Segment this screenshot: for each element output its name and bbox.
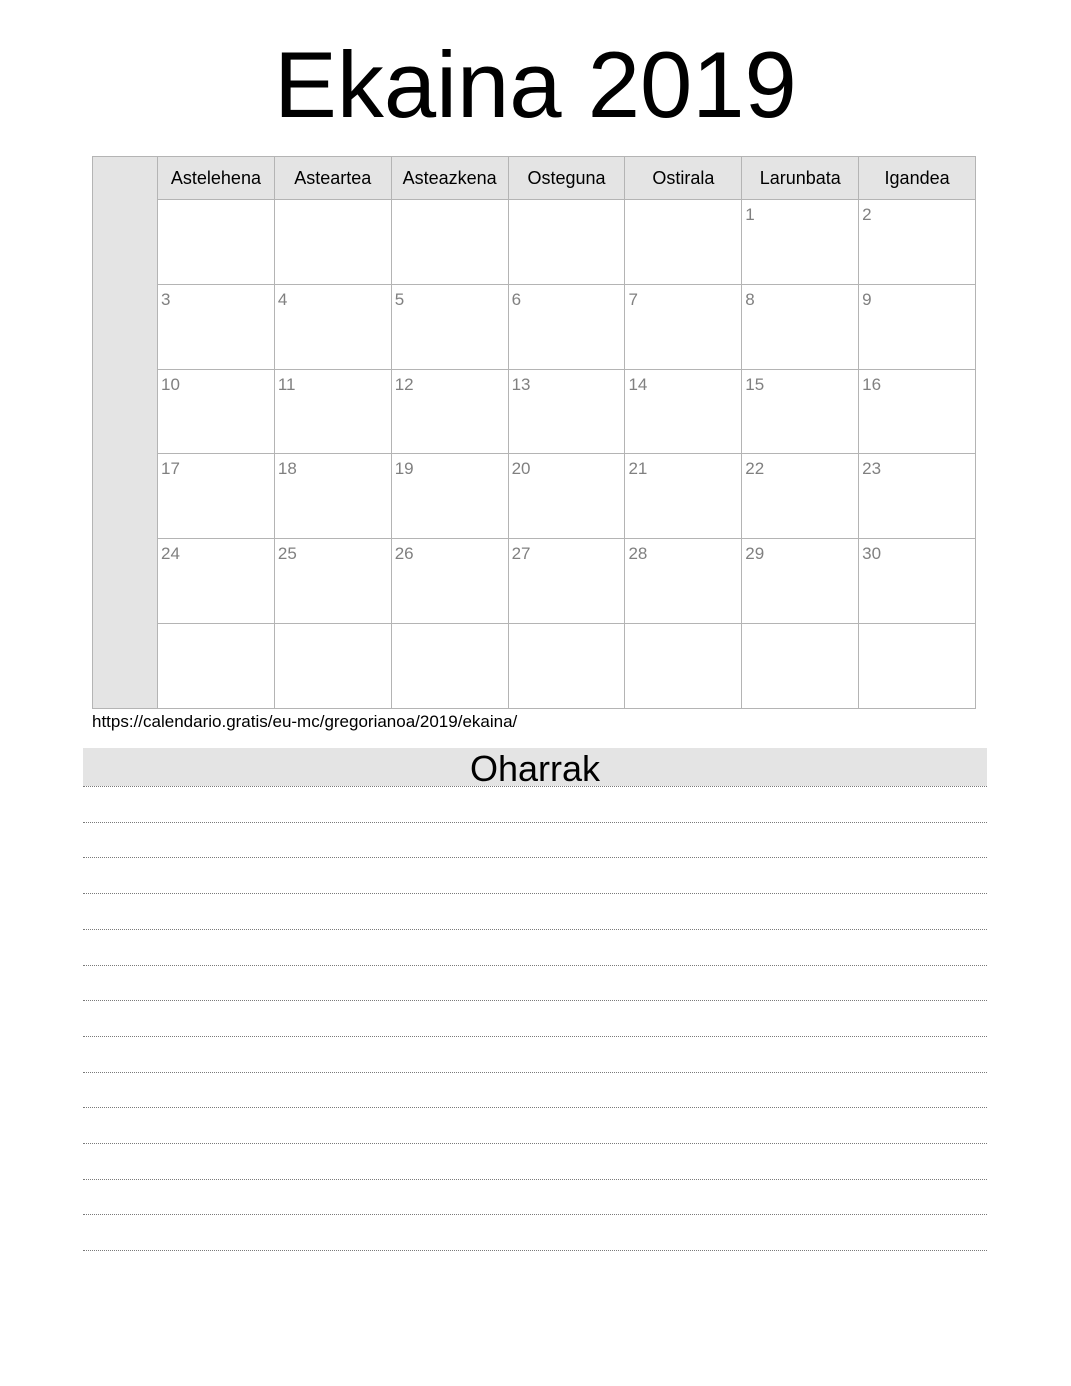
day-cell xyxy=(859,624,975,708)
note-line xyxy=(83,1214,987,1215)
day-cell xyxy=(625,285,742,369)
weekday-header: Astelehena xyxy=(158,157,275,199)
day-cell xyxy=(275,454,392,538)
day-number: 14 xyxy=(628,374,648,394)
day-cell xyxy=(158,539,275,623)
day-cell xyxy=(392,285,509,369)
source-url: https://calendario.gratis/eu-mc/gregorianoa/2019/ekaina/ xyxy=(92,712,518,731)
day-cell xyxy=(392,454,509,538)
day-cell xyxy=(509,285,626,369)
note-line xyxy=(83,822,987,823)
weekday-header: Osteguna xyxy=(509,157,626,199)
note-line xyxy=(83,929,987,930)
day-number: 22 xyxy=(745,459,765,479)
day-cell xyxy=(275,285,392,369)
day-number: 23 xyxy=(862,459,882,479)
day-cell xyxy=(392,624,509,708)
day-cell xyxy=(742,200,859,284)
week-row xyxy=(158,285,975,370)
day-number: 28 xyxy=(628,544,648,564)
weekday-header-row xyxy=(158,157,975,200)
day-cell xyxy=(158,200,275,284)
note-line xyxy=(83,1250,987,1251)
day-number: 26 xyxy=(394,544,414,564)
day-number: 24 xyxy=(161,544,180,564)
day-cell xyxy=(509,370,626,454)
day-cell xyxy=(859,539,975,623)
day-number: 18 xyxy=(277,459,297,479)
day-cell xyxy=(509,454,626,538)
note-line xyxy=(83,893,987,894)
day-cell xyxy=(509,539,626,623)
week-row xyxy=(158,454,975,539)
day-number: 3 xyxy=(161,289,171,309)
day-number: 2 xyxy=(862,205,872,224)
day-number: 10 xyxy=(161,374,180,394)
note-line xyxy=(83,1072,987,1073)
day-number: 5 xyxy=(394,289,405,309)
note-line xyxy=(83,786,987,787)
day-cell xyxy=(742,539,859,623)
note-line xyxy=(83,1036,987,1037)
day-cell xyxy=(275,370,392,454)
day-number: 11 xyxy=(277,374,296,394)
page-title: Ekaina 2019 xyxy=(274,32,797,137)
day-number: 12 xyxy=(394,374,414,394)
notes-title: Oharrak xyxy=(83,748,987,786)
day-cell xyxy=(509,624,626,708)
week-row xyxy=(158,370,975,455)
day-number: 27 xyxy=(511,544,531,564)
day-cell xyxy=(158,624,275,708)
day-cell xyxy=(859,454,975,538)
day-number: 4 xyxy=(277,289,288,309)
day-number: 16 xyxy=(862,374,882,394)
day-cell xyxy=(742,285,859,369)
day-cell xyxy=(509,200,626,284)
weekday-header: Asteartea xyxy=(275,157,392,199)
day-cell xyxy=(625,539,742,623)
day-number: 25 xyxy=(277,544,297,564)
day-cell xyxy=(625,624,742,708)
weeks-container xyxy=(158,200,975,708)
day-cell xyxy=(275,200,392,284)
day-cell xyxy=(158,454,275,538)
weekday-header: Asteazkena xyxy=(392,157,509,199)
day-cell xyxy=(275,539,392,623)
calendar-grid xyxy=(92,156,976,709)
day-cell xyxy=(392,539,509,623)
day-cell xyxy=(625,370,742,454)
week-row xyxy=(158,539,975,624)
note-line xyxy=(83,857,987,858)
day-cell xyxy=(158,370,275,454)
weekday-header: Larunbata xyxy=(742,157,859,199)
day-cell xyxy=(625,200,742,284)
day-number: 21 xyxy=(628,459,648,479)
day-cell xyxy=(742,624,859,708)
day-number: 30 xyxy=(862,544,882,564)
week-row xyxy=(158,624,975,708)
day-number: 15 xyxy=(745,374,765,394)
note-line xyxy=(83,965,987,966)
day-number: 9 xyxy=(862,289,872,309)
day-number: 20 xyxy=(511,459,531,479)
weekday-header: Igandea xyxy=(884,167,950,188)
day-cell xyxy=(392,370,509,454)
day-cell xyxy=(625,454,742,538)
day-cell xyxy=(392,200,509,284)
day-cell xyxy=(742,370,859,454)
day-cell xyxy=(859,285,975,369)
day-number: 29 xyxy=(745,544,765,564)
day-number: 8 xyxy=(745,289,755,309)
day-number: 17 xyxy=(161,459,180,479)
note-line xyxy=(83,1107,987,1108)
week-row xyxy=(158,200,975,285)
day-number: 6 xyxy=(511,289,522,309)
day-number: 7 xyxy=(628,289,638,309)
day-number: 19 xyxy=(394,459,414,479)
day-number: 1 xyxy=(745,205,755,224)
note-line xyxy=(83,1000,987,1001)
day-cell xyxy=(742,454,859,538)
week-number-column xyxy=(93,157,158,708)
day-cell xyxy=(859,200,975,284)
note-line xyxy=(83,1179,987,1180)
weekday-header: Ostirala xyxy=(625,157,742,199)
day-cell xyxy=(275,624,392,708)
note-line xyxy=(83,1143,987,1144)
day-cell xyxy=(158,285,275,369)
day-cell xyxy=(859,370,975,454)
day-number: 13 xyxy=(511,374,531,394)
